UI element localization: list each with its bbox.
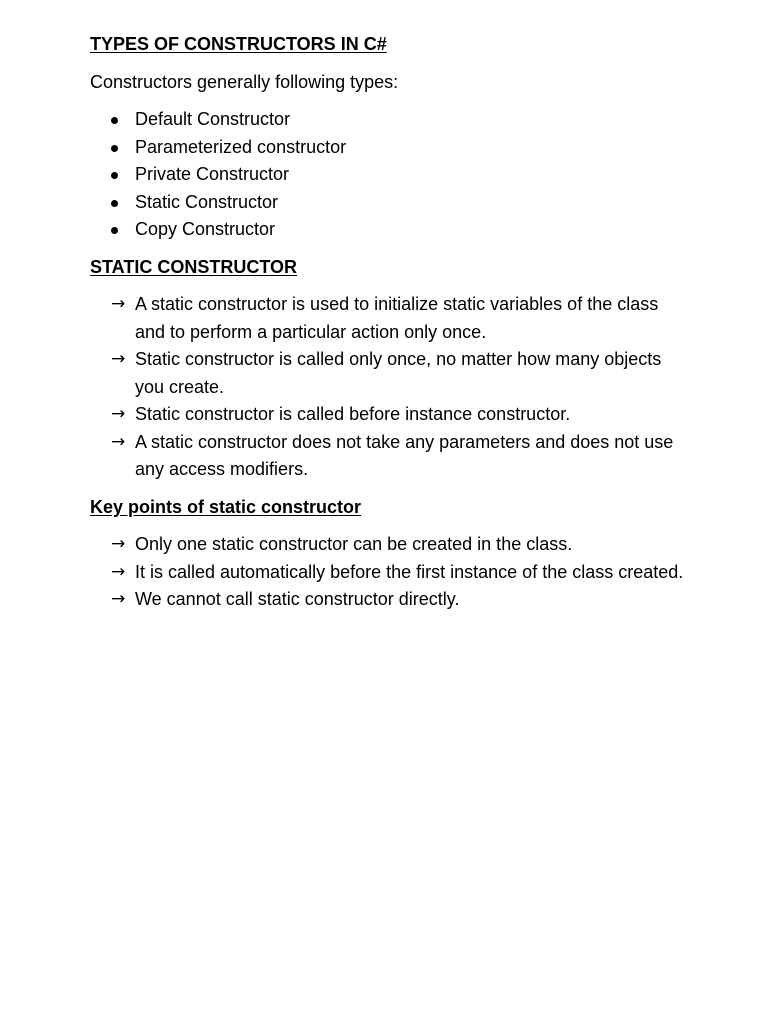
- key-points-list: [90, 531, 690, 614]
- constructor-types-list: [90, 106, 690, 244]
- list-item: [90, 401, 690, 429]
- document-title: TYPES OF CONSTRUCTORS IN C#: [90, 34, 387, 54]
- document-content: [90, 31, 690, 624]
- arrow-right-icon: →: [111, 589, 126, 609]
- list-item-text: Private Constructor: [135, 164, 290, 184]
- list-item: [90, 189, 690, 217]
- list-item-text: Static constructor is called before instance constructor.: [135, 404, 571, 424]
- list-item-text: Static Constructor: [135, 191, 279, 212]
- list-item: [90, 586, 690, 614]
- arrow-right-icon: →: [111, 404, 126, 424]
- arrow-right-icon: →: [111, 431, 126, 452]
- list-item: [90, 531, 690, 559]
- arrow-right-icon: →: [111, 294, 126, 314]
- bullet-icon: [111, 227, 118, 234]
- static-constructor-points: [90, 291, 690, 484]
- bullet-icon: [111, 117, 118, 124]
- list-item: [90, 134, 690, 162]
- list-item-text: Copy Constructor: [135, 219, 276, 239]
- list-item-text: A static constructor is used to initialize static variables of the class and to perform a particular action only once.: [135, 294, 659, 342]
- list-item: [90, 429, 690, 484]
- list-item: [90, 216, 690, 244]
- list-item: [90, 291, 690, 346]
- list-item-text: We cannot call static constructor directly.: [135, 589, 460, 609]
- list-item: [90, 346, 690, 401]
- static-constructor-heading: STATIC CONSTRUCTOR: [90, 256, 297, 277]
- list-item: [90, 161, 690, 189]
- bullet-icon: [111, 145, 118, 152]
- bullet-icon: [111, 200, 118, 207]
- arrow-right-icon: →: [111, 561, 126, 582]
- arrow-right-icon: →: [111, 349, 126, 369]
- list-item-text: Default Constructor: [135, 109, 291, 129]
- arrow-right-icon: →: [111, 534, 126, 554]
- list-item: [90, 106, 690, 134]
- list-item-text: It is called automatically before the first instance of the class created.: [135, 561, 684, 582]
- intro-paragraph: Constructors generally following types:: [90, 71, 399, 92]
- list-item: [90, 559, 690, 587]
- list-item-text: A static constructor does not take any parameters and does not use any access modifiers.: [135, 431, 674, 479]
- list-item-text: Parameterized constructor: [135, 136, 347, 157]
- list-item-text: Only one static constructor can be created in the class.: [135, 534, 573, 554]
- list-item-text: Static constructor is called only once, no matter how many objects you create.: [135, 349, 662, 397]
- key-points-heading: Key points of static constructor: [90, 496, 362, 517]
- bullet-icon: [111, 172, 118, 179]
